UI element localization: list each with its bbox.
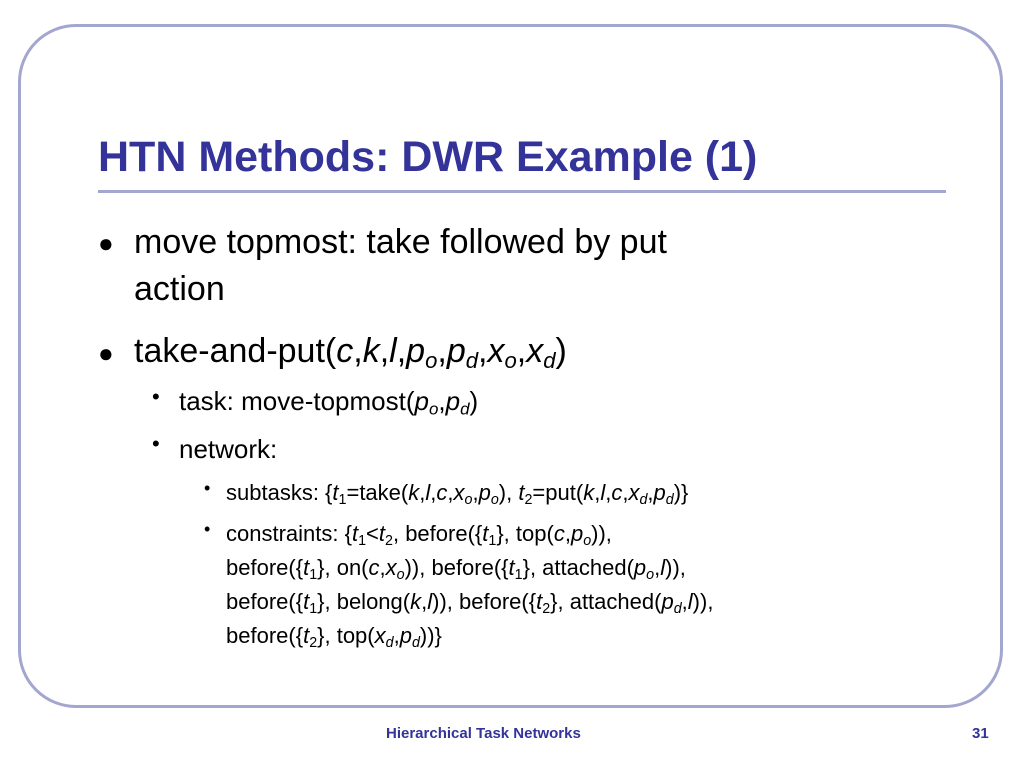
bullet-dot-icon: • xyxy=(152,431,160,456)
constraints-line1: constraints: {$t_1<t_2$, $before(\{t_1\}$, $top(c,p_o)$), xyxy=(226,521,612,549)
bullet-dot-icon: • xyxy=(204,478,211,498)
title-underline xyxy=(98,190,946,193)
task-line: task: move-$topmost(p_o,p_d)$ xyxy=(179,386,479,419)
network-label: network: xyxy=(179,434,278,464)
bullet-dot-icon: ● xyxy=(98,228,114,258)
page-number: 31 xyxy=(972,725,989,742)
constraints-line4: $before(\{t_2\}$, $top(x_d,p_d)$)} xyxy=(226,623,442,651)
task-prefix: task: move-topmost( xyxy=(179,386,415,416)
bullet-move-topmost-line1: move topmost: take followed by put xyxy=(134,223,667,261)
bullet-take-and-put: take-$and-put(c,k,l,p_o,p_d,x_o,x_d)$ xyxy=(134,332,567,374)
subtasks-line: subtasks: {$t_1=take(k,l,c,x_o,p_o)$, $t_2=put(k,l,c,x_d,p_d)$} xyxy=(226,480,689,508)
constraints-line2: $before(\{t_1\}$, $on(c,x_o)$), $before(\{t_1\}$, $attached(p_o,l)$), xyxy=(226,555,686,583)
bullet-dot-icon: ● xyxy=(98,338,114,368)
constraints-line3: $before(\{t_1\}$, belong(k,l)), $before(\{t_2\}$, $attached(p_d,l)$), xyxy=(226,589,714,617)
bullet-dot-icon: • xyxy=(152,384,160,409)
subtasks-prefix: subtasks: { xyxy=(226,480,333,505)
bullet-dot-icon: • xyxy=(204,519,211,539)
slide-title: HTN Methods: DWR Example (1) xyxy=(98,133,758,181)
take-and-put-prefix: take-and-put( xyxy=(134,332,337,370)
footer-title: Hierarchical Task Networks xyxy=(386,725,581,742)
constraints-prefix: constraints: { xyxy=(226,521,352,546)
bullet-move-topmost-line2: action xyxy=(134,270,225,308)
